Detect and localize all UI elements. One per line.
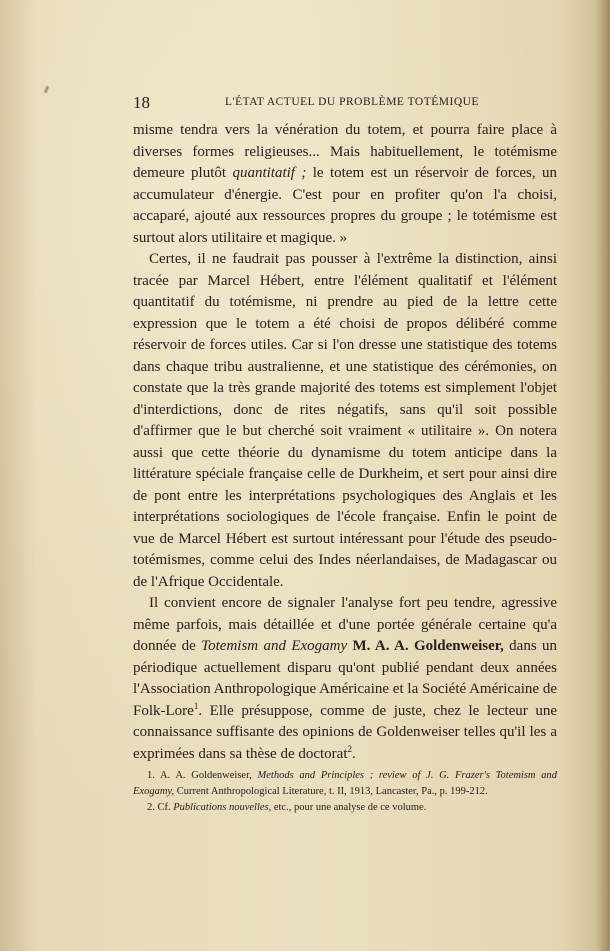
- footnotes: [133, 768, 557, 816]
- paragraph-1-text-b: le totem est un réservoir de forces, un accumulateur d'énergie. C'est pour en profiter qu'on l'a choisi, accaparé, ajouté aux ressources propres du groupe ; le totémisme est surtout alors utilitaire et magique. »: [133, 165, 558, 246]
- paragraph-3-text-b: dans un périodique actuellement disparu qu'ont publié pendant deux années l'Association Anthropologique Américaine et la Société Américaine de Folk-Lore: [133, 638, 557, 719]
- italic-quantitatif: quantitatif ;: [232, 165, 307, 181]
- bold-author-name: M. A. A. Goldenweiser,: [347, 638, 504, 654]
- footnote-ref-1: 1: [193, 700, 199, 711]
- footnote-1: [133, 768, 557, 800]
- footnote-1-italic: Methods and Principles ; review of J. G. Frazer's Totemism and Exogamy,: [133, 770, 557, 797]
- italic-book-title: Totemism and Exogamy: [201, 638, 348, 654]
- page-number: 18: [133, 93, 150, 112]
- footnote-1-text-b: Current Anthropological Literature, t. II, 1913, Lancaster, Pa., p. 199-212.: [174, 786, 488, 797]
- paragraph-3-text-c: . Elle présuppose, comme de juste, chez le lecteur une connaissance suffisante des opinions de Goldenweiser telles qu'il les a exprimées dans sa thèse de doctorat: [133, 702, 557, 762]
- paragraph-1-text-a: misme tendra vers la vénération du totem, et pourra faire place à diverses formes religieuses... Mais habituellement, le totémisme demeure plutôt: [133, 122, 557, 181]
- paragraph-1: [133, 120, 557, 249]
- paragraph-3-text-d: .: [352, 745, 356, 762]
- footnote-2-text-a: 2. Cf.: [147, 802, 174, 813]
- footnote-1-text-a: 1. A. A. Goldenweiser,: [147, 770, 258, 781]
- footnote-2-text-b: etc., pour une analyse de ce volume.: [271, 802, 427, 813]
- footnote-2-italic: Publications nouvelles,: [173, 802, 272, 813]
- page-edge-shadow: [596, 0, 610, 951]
- ink-speck: [44, 86, 49, 94]
- body-text: [133, 120, 557, 765]
- running-head: L'ÉTAT ACTUEL DU PROBLÈME TOTÉMIQUE: [225, 96, 479, 108]
- footnote-2: [133, 800, 557, 816]
- paragraph-3: [133, 593, 557, 765]
- footnote-ref-2: 2: [347, 743, 353, 754]
- paragraph-3-text-a: Il convient encore de signaler l'analyse fort peu tendre, agressive même parfois, mais détaillée et d'une portée générale certaine qu'a donnée de: [133, 595, 557, 654]
- paragraph-2: Certes, il ne faudrait pas pousser à l'extrême la distinction, ainsi tracée par Marcel Hébert, entre l'élément qualitatif et l'élément quantitatif du totémisme, ni prendre au pied de la lettre cette expression que le totem a été choisi de propos délibéré comme réservoir de forces utiles. Car si l'on dresse une statistique des totems dans chaque tribu australienne, et une statistique des cérémonies, on constate que la très grande majorité des totems est simplement l'objet d'interdictions, donc de rites négatifs, sans qu'il soit possible d'affirmer que le but cherché soit vraiment « utilitaire ». On notera aussi que cette théorie du dynamisme du totem anticipe dans la littérature spéciale française celle de Durkheim, et sert pour ainsi dire de pont entre les interprétations psychologiques des Anglais et les interprétations sociologiques de l'école française. Enfin le point de vue de Marcel Hébert est surtout intéressant pour l'étude des pseudo-totémismes, comme celui des Indes néerlandaises, de Madagascar ou de l'Afrique Occidentale.: [133, 251, 557, 590]
- page-header: [133, 93, 555, 113]
